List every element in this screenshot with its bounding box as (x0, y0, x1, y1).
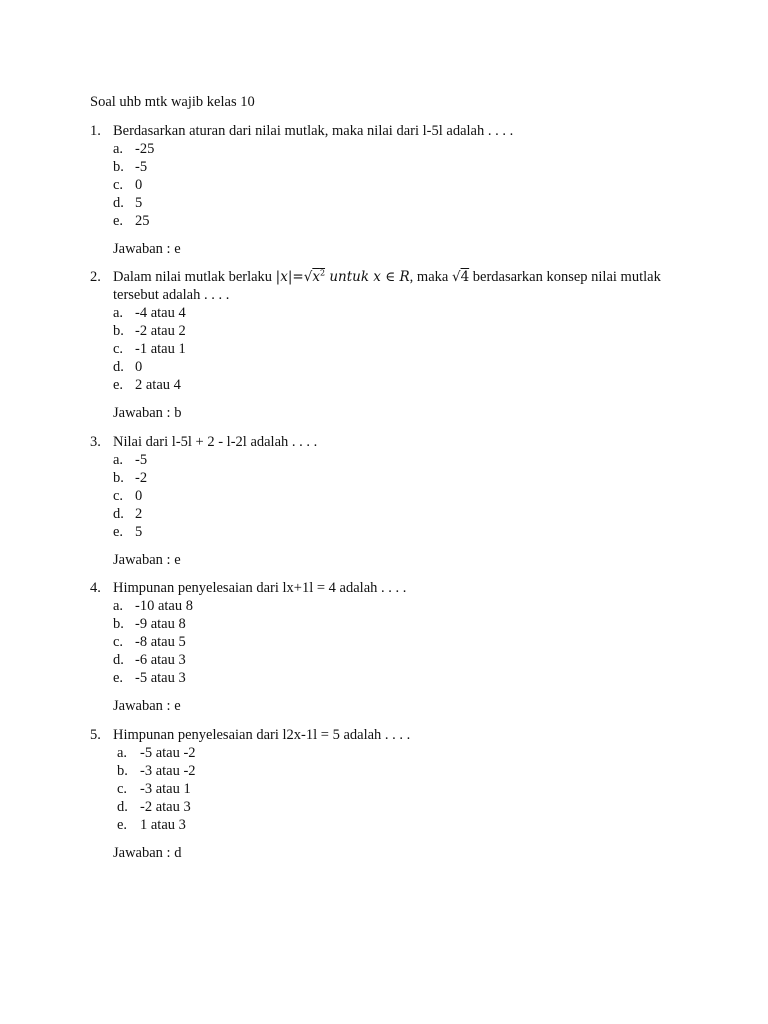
question-text-part: Dalam nilai mutlak berlaku (113, 269, 273, 285)
option-letter: c. (113, 488, 124, 504)
option-value: 0 (135, 488, 143, 504)
option-letter: c. (113, 341, 124, 357)
options-list (90, 304, 690, 394)
option-value: -3 atau -2 (140, 763, 196, 779)
option-letter: a. (113, 598, 124, 614)
option-value: 5 (135, 195, 143, 211)
option-value: 0 (135, 177, 143, 193)
question-text-part: berdasarkan konsep nilai mutlak (472, 269, 661, 285)
answer-key: Jawaban : e (113, 552, 181, 568)
option-letter: b. (113, 470, 124, 486)
option-value: -4 atau 4 (135, 305, 186, 321)
option-e (90, 523, 690, 541)
option-letter: d. (117, 799, 128, 815)
answer-key: Jawaban : d (113, 845, 182, 861)
option-d (90, 194, 690, 212)
option-d (90, 651, 690, 669)
question-text: Himpunan penyelesaian dari l2x-1l = 5 adalah . . . . (113, 727, 411, 743)
question-4 (90, 579, 690, 715)
question-text: Himpunan penyelesaian dari lx+1l = 4 adalah . . . . (113, 580, 407, 596)
option-letter: e. (113, 524, 124, 540)
option-letter: d. (113, 652, 124, 668)
option-value: 2 (135, 506, 143, 522)
option-d (90, 505, 690, 523)
question-number: 1. (90, 123, 101, 139)
option-letter: b. (113, 323, 124, 339)
option-letter: d. (113, 506, 124, 522)
option-letter: b. (113, 616, 124, 632)
sqrt-symbol: √4 (451, 269, 470, 285)
document-title: Soal uhb mtk wajib kelas 10 (90, 94, 255, 110)
option-a (90, 304, 690, 322)
option-value: -2 (135, 470, 148, 486)
option-value: -6 atau 3 (135, 652, 186, 668)
option-e (90, 212, 690, 230)
option-c (90, 633, 690, 651)
option-value: -25 (135, 141, 155, 157)
question-number: 5. (90, 727, 101, 743)
option-letter: e. (113, 377, 124, 393)
question-line (90, 579, 690, 597)
option-b (90, 158, 690, 176)
math-abs: |x|= (275, 269, 304, 285)
option-letter: c. (113, 177, 124, 193)
option-letter: d. (113, 359, 124, 375)
question-number: 2. (90, 269, 101, 285)
answer-key: Jawaban : b (113, 405, 182, 421)
option-value: -1 atau 1 (135, 341, 186, 357)
option-value: 5 (135, 524, 143, 540)
options-list (90, 451, 690, 541)
option-letter: a. (117, 745, 128, 761)
question-line (90, 433, 690, 451)
option-b (90, 322, 690, 340)
option-value: 0 (135, 359, 143, 375)
option-value: -8 atau 5 (135, 634, 186, 650)
options-list (90, 140, 690, 230)
question-1 (90, 122, 690, 258)
option-value: -5 (135, 452, 148, 468)
option-value: -3 atau 1 (140, 781, 191, 797)
question-number: 4. (90, 580, 101, 596)
option-value: -9 atau 8 (135, 616, 186, 632)
option-c (90, 340, 690, 358)
option-a (90, 744, 690, 762)
option-value: -5 (135, 159, 148, 175)
question-number: 3. (90, 434, 101, 450)
option-e (90, 816, 690, 834)
option-a (90, 597, 690, 615)
option-value: -5 atau -2 (140, 745, 196, 761)
question-text-part: tersebut adalah . . . . (113, 287, 230, 303)
option-value: -2 atau 2 (135, 323, 186, 339)
answer-key: Jawaban : e (113, 698, 181, 714)
option-value: 1 atau 3 (140, 817, 186, 833)
question-3 (90, 433, 690, 569)
option-letter: e. (113, 670, 124, 686)
math-condition: untuk x ∈ R (329, 269, 410, 285)
option-b (90, 469, 690, 487)
option-b (90, 762, 690, 780)
option-letter: b. (113, 159, 124, 175)
question-line (90, 268, 690, 286)
option-d (90, 358, 690, 376)
option-b (90, 615, 690, 633)
option-letter: d. (113, 195, 124, 211)
question-text: Nilai dari l-5l + 2 - l-2l adalah . . . . (113, 434, 318, 450)
question-2 (90, 268, 690, 422)
option-e (90, 669, 690, 687)
option-letter: e. (117, 817, 128, 833)
question-5 (90, 726, 690, 862)
option-value: 25 (135, 213, 150, 229)
answer-key: Jawaban : e (113, 241, 181, 257)
question-line (90, 286, 690, 304)
math-expression (276, 269, 410, 285)
option-letter: e. (113, 213, 124, 229)
option-value: -10 atau 8 (135, 598, 193, 614)
option-letter: c. (117, 781, 128, 797)
option-a (90, 140, 690, 158)
option-letter: a. (113, 305, 124, 321)
math-radicand: 4 (460, 269, 470, 285)
option-value: -2 atau 3 (140, 799, 191, 815)
question-line (90, 122, 690, 140)
option-letter: a. (113, 141, 124, 157)
options-list (90, 744, 690, 834)
question-line (90, 726, 690, 744)
option-letter: b. (117, 763, 128, 779)
option-c (90, 176, 690, 194)
option-c (90, 780, 690, 798)
math-var: x (312, 269, 320, 285)
math-exponent: 2 (319, 268, 326, 278)
option-d (90, 798, 690, 816)
option-letter: c. (113, 634, 124, 650)
option-value: -5 atau 3 (135, 670, 186, 686)
question-text (113, 268, 690, 286)
option-e (90, 376, 690, 394)
option-value: 2 atau 4 (135, 377, 181, 393)
option-letter: a. (113, 452, 124, 468)
options-list (90, 597, 690, 687)
question-text-part: , maka (409, 269, 449, 285)
sqrt-symbol: $√x^2$ (303, 268, 326, 285)
option-a (90, 451, 690, 469)
question-text: Berdasarkan aturan dari nilai mutlak, maka nilai dari l-5l adalah . . . . (113, 123, 514, 139)
option-c (90, 487, 690, 505)
